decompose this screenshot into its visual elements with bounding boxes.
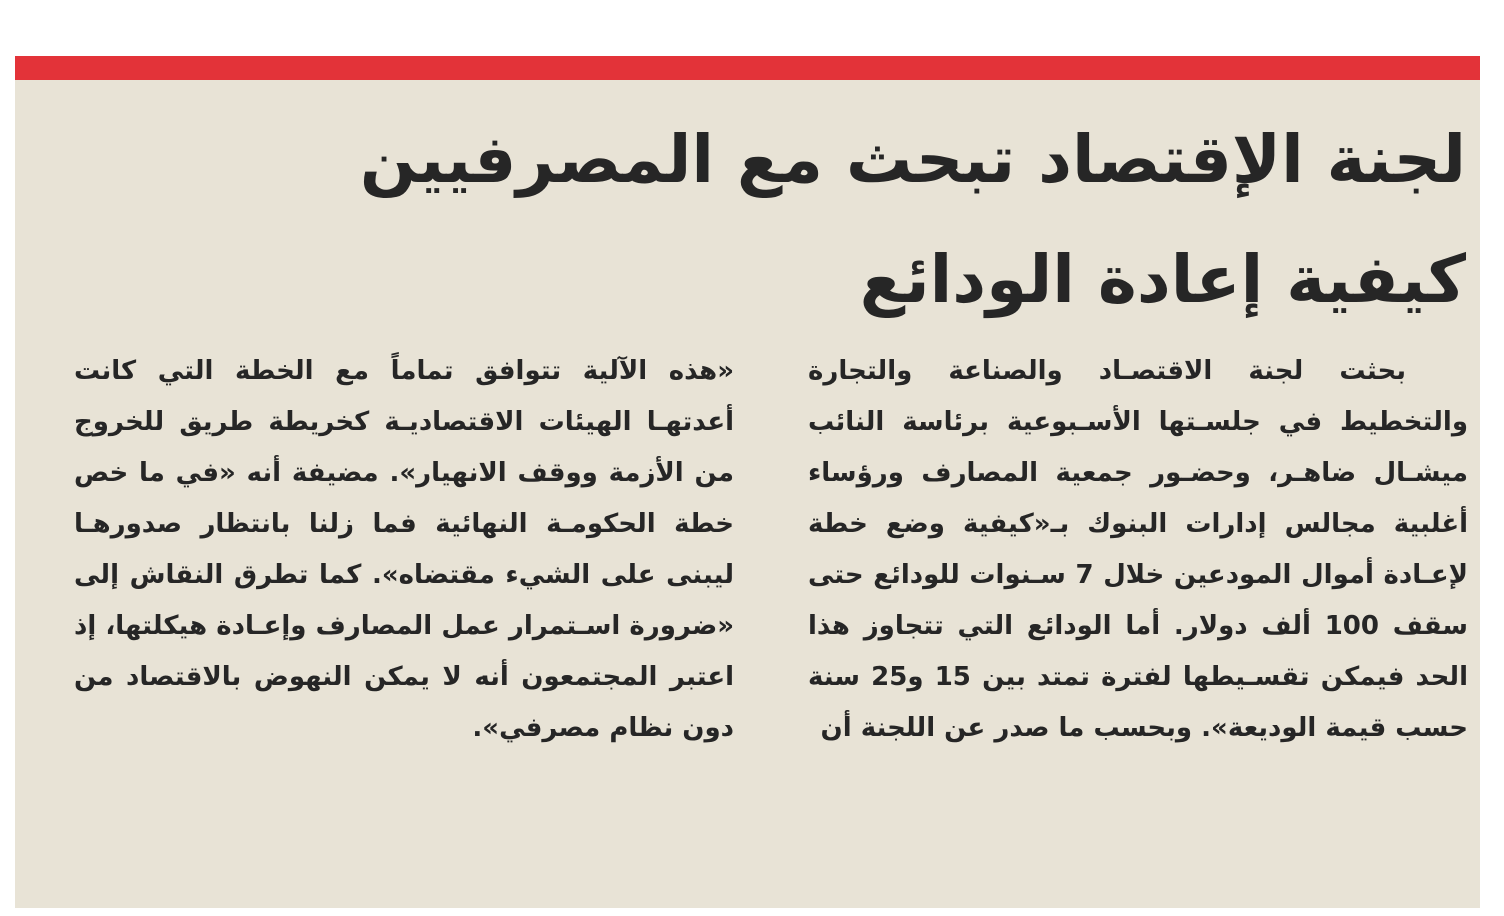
article-column-right	[808, 346, 1468, 754]
headline-line-2: كيفية إعادة الودائع	[859, 241, 1466, 318]
column-left-text: «هذه الآلية تتوافق تماماً مع الخطة التي كانت أعدتهـا الهيئات الاقتصاديـة كخريطة طريق للخروج من الأزمة ووقف الانهيار». مضيفة أنه «في ما خص خطة الحكومـة النهائية فما زلنا بانتظار صدورهـا ليبنى على الشيء مقتضاه». كما تطرق النقاش إلى «ضرورة اسـتمرار عمل المصارف وإعـادة هيكلتها، إذ اعتبر المجتمعون أنه لا يمكن النهوض بالاقتصاد من دون نظام مصرفي».	[74, 356, 734, 743]
article-headline	[86, 100, 1466, 340]
article-column-left	[74, 346, 734, 754]
headline-line-1: لجنة الإقتصاد تبحث مع المصرفيين	[359, 121, 1466, 198]
accent-bar	[15, 56, 1480, 80]
column-right-text: بحثت لجنة الاقتصـاد والصناعة والتجارة والتخطيط في جلسـتها الأسـبوعية برئاسة النائب ميشـال ضاهـر، وحضـور جمعية المصارف ورؤساء أغلبية مجالس إدارات البنوك بـ«كيفية وضع خطة لإعـادة أموال المودعين خلال 7 سـنوات للودائع حتى سقف 100 ألف دولار. أما الودائع التي تتجاوز هذا الحد فيمكن تقسـيطها لفترة تمتد بين 15 و25 سنة حسب قيمة الوديعة». وبحسب ما صدر عن اللجنة أن	[808, 356, 1468, 743]
